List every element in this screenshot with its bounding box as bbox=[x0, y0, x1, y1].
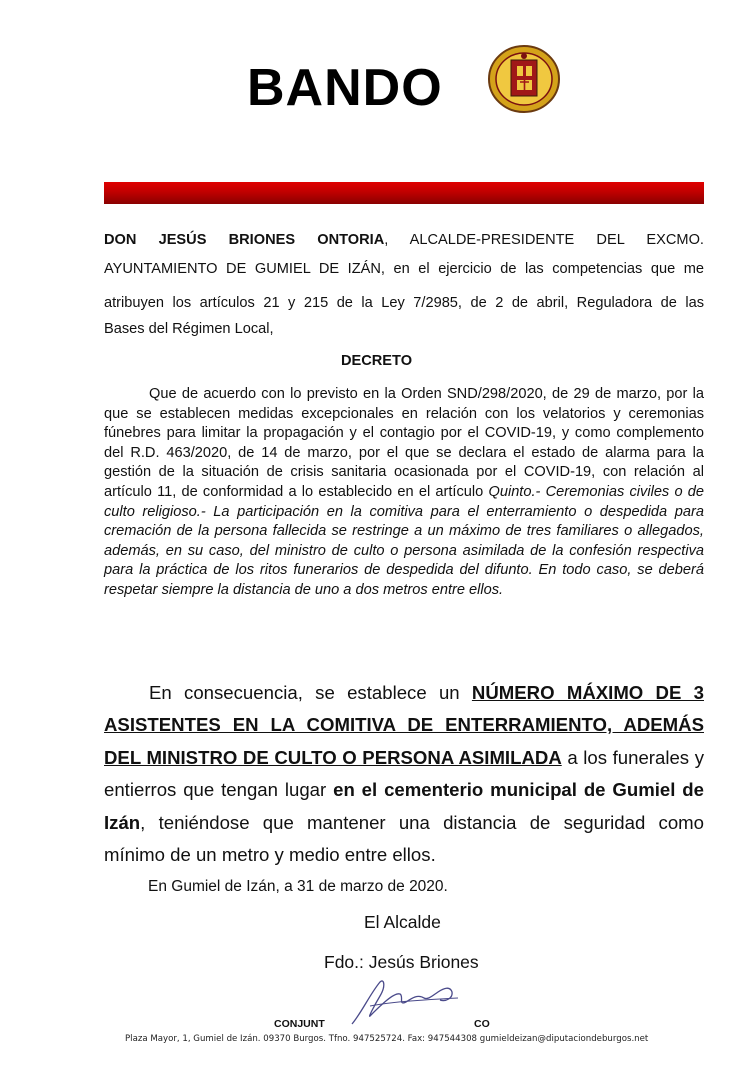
resolution-underlined: NÚMERO MÁXIMO DE 3 ASISTENTES EN LA COMITIVA DE ENTERRAMIENTO, ADEMÁS DEL MINISTRO DE CULTO O PERSONA ASIMILADA bbox=[104, 682, 704, 768]
intro-line-4: Bases del Régimen Local, bbox=[104, 321, 274, 337]
handwritten-signature-icon bbox=[340, 972, 470, 1032]
signer-role: El Alcalde bbox=[364, 912, 441, 932]
footer-title-start: CONJUNT bbox=[274, 1018, 325, 1030]
intro-line-3: atribuyen los artículos 21 y 215 de la Ley 7/2985, de 2 de abril, Reguladora de las bbox=[104, 295, 704, 311]
intro-line-1: DON JESÚS BRIONES ONTORIA, ALCALDE-PRESIDENTE DEL EXCMO. bbox=[104, 232, 704, 248]
resolution-location: en el cementerio municipal de Gumiel de Izán bbox=[104, 779, 705, 833]
municipal-seal-icon bbox=[487, 44, 561, 114]
decreto-heading: DECRETO bbox=[340, 353, 413, 369]
red-divider bbox=[104, 182, 704, 204]
intro-line-2: AYUNTAMIENTO DE GUMIEL DE IZÁN, en el ejercicio de las competencias que me bbox=[104, 261, 704, 277]
decree-body-quote: Quinto.- Ceremonias civiles o de culto religioso.- La participación en la comitiva para el enterramiento o despedida para cremación de la persona fallecida se restringe a un máximo de tres familiares o allegados, además, en su caso, del ministro de culto o persona asimilada de la confesión respectiva para la práctica de los ritos funerarios de despedida del difunto. En todo caso, se deberá respetar siempre la distancia de uno a dos metros entre ellos. bbox=[104, 483, 704, 598]
footer-address: Plaza Mayor, 1, Gumiel de Izán. 09370 Burgos. Tfno. 947525724. Fax: 947544308 gumieldeizan@diputaciondeburgos.net bbox=[125, 1034, 649, 1044]
page-title: BANDO bbox=[247, 59, 443, 117]
decree-body-normal: Que de acuerdo con lo previsto en la Orden SND/298/2020, de 29 de marzo, por la que se establecen medidas excepcionales en relación con los velatorios y ceremonias fúnebres para limitar la propagación y el contagio por el COVID-19, y como complemento del R.D. 463/2020, de 14 de marzo, por el que se declara el estado de alarma para la gestión de la situación de crisis sanitaria ocasionada por el COVID-19, con relación al artículo 11, de conformidad a lo establecido en el artículo bbox=[104, 386, 704, 500]
mayor-name: DON JESÚS BRIONES ONTORIA bbox=[104, 232, 385, 248]
resolution-paragraph: En consecuencia, se establece un NÚMERO MÁXIMO DE 3 ASISTENTES EN LA COMITIVA DE ENTERRAMIENTO, ADEMÁS DEL MINISTRO DE CULTO O PERSONA ASIMILADA a los funerales y entierros que tengan lugar en el cementerio municipal de Gumiel de Izán, teniéndose que mantener una distancia de seguridad como mínimo de un metro y medio entre ellos. bbox=[104, 682, 705, 866]
decree-body bbox=[104, 385, 704, 601]
ayuntamiento-name: AYUNTAMIENTO DE GUMIEL DE IZÁN bbox=[104, 261, 381, 277]
signer-name: Fdo.: Jesús Briones bbox=[324, 952, 479, 972]
footer-title-end: CO bbox=[474, 1018, 490, 1030]
date-line: En Gumiel de Izán, a 31 de marzo de 2020. bbox=[148, 878, 448, 895]
